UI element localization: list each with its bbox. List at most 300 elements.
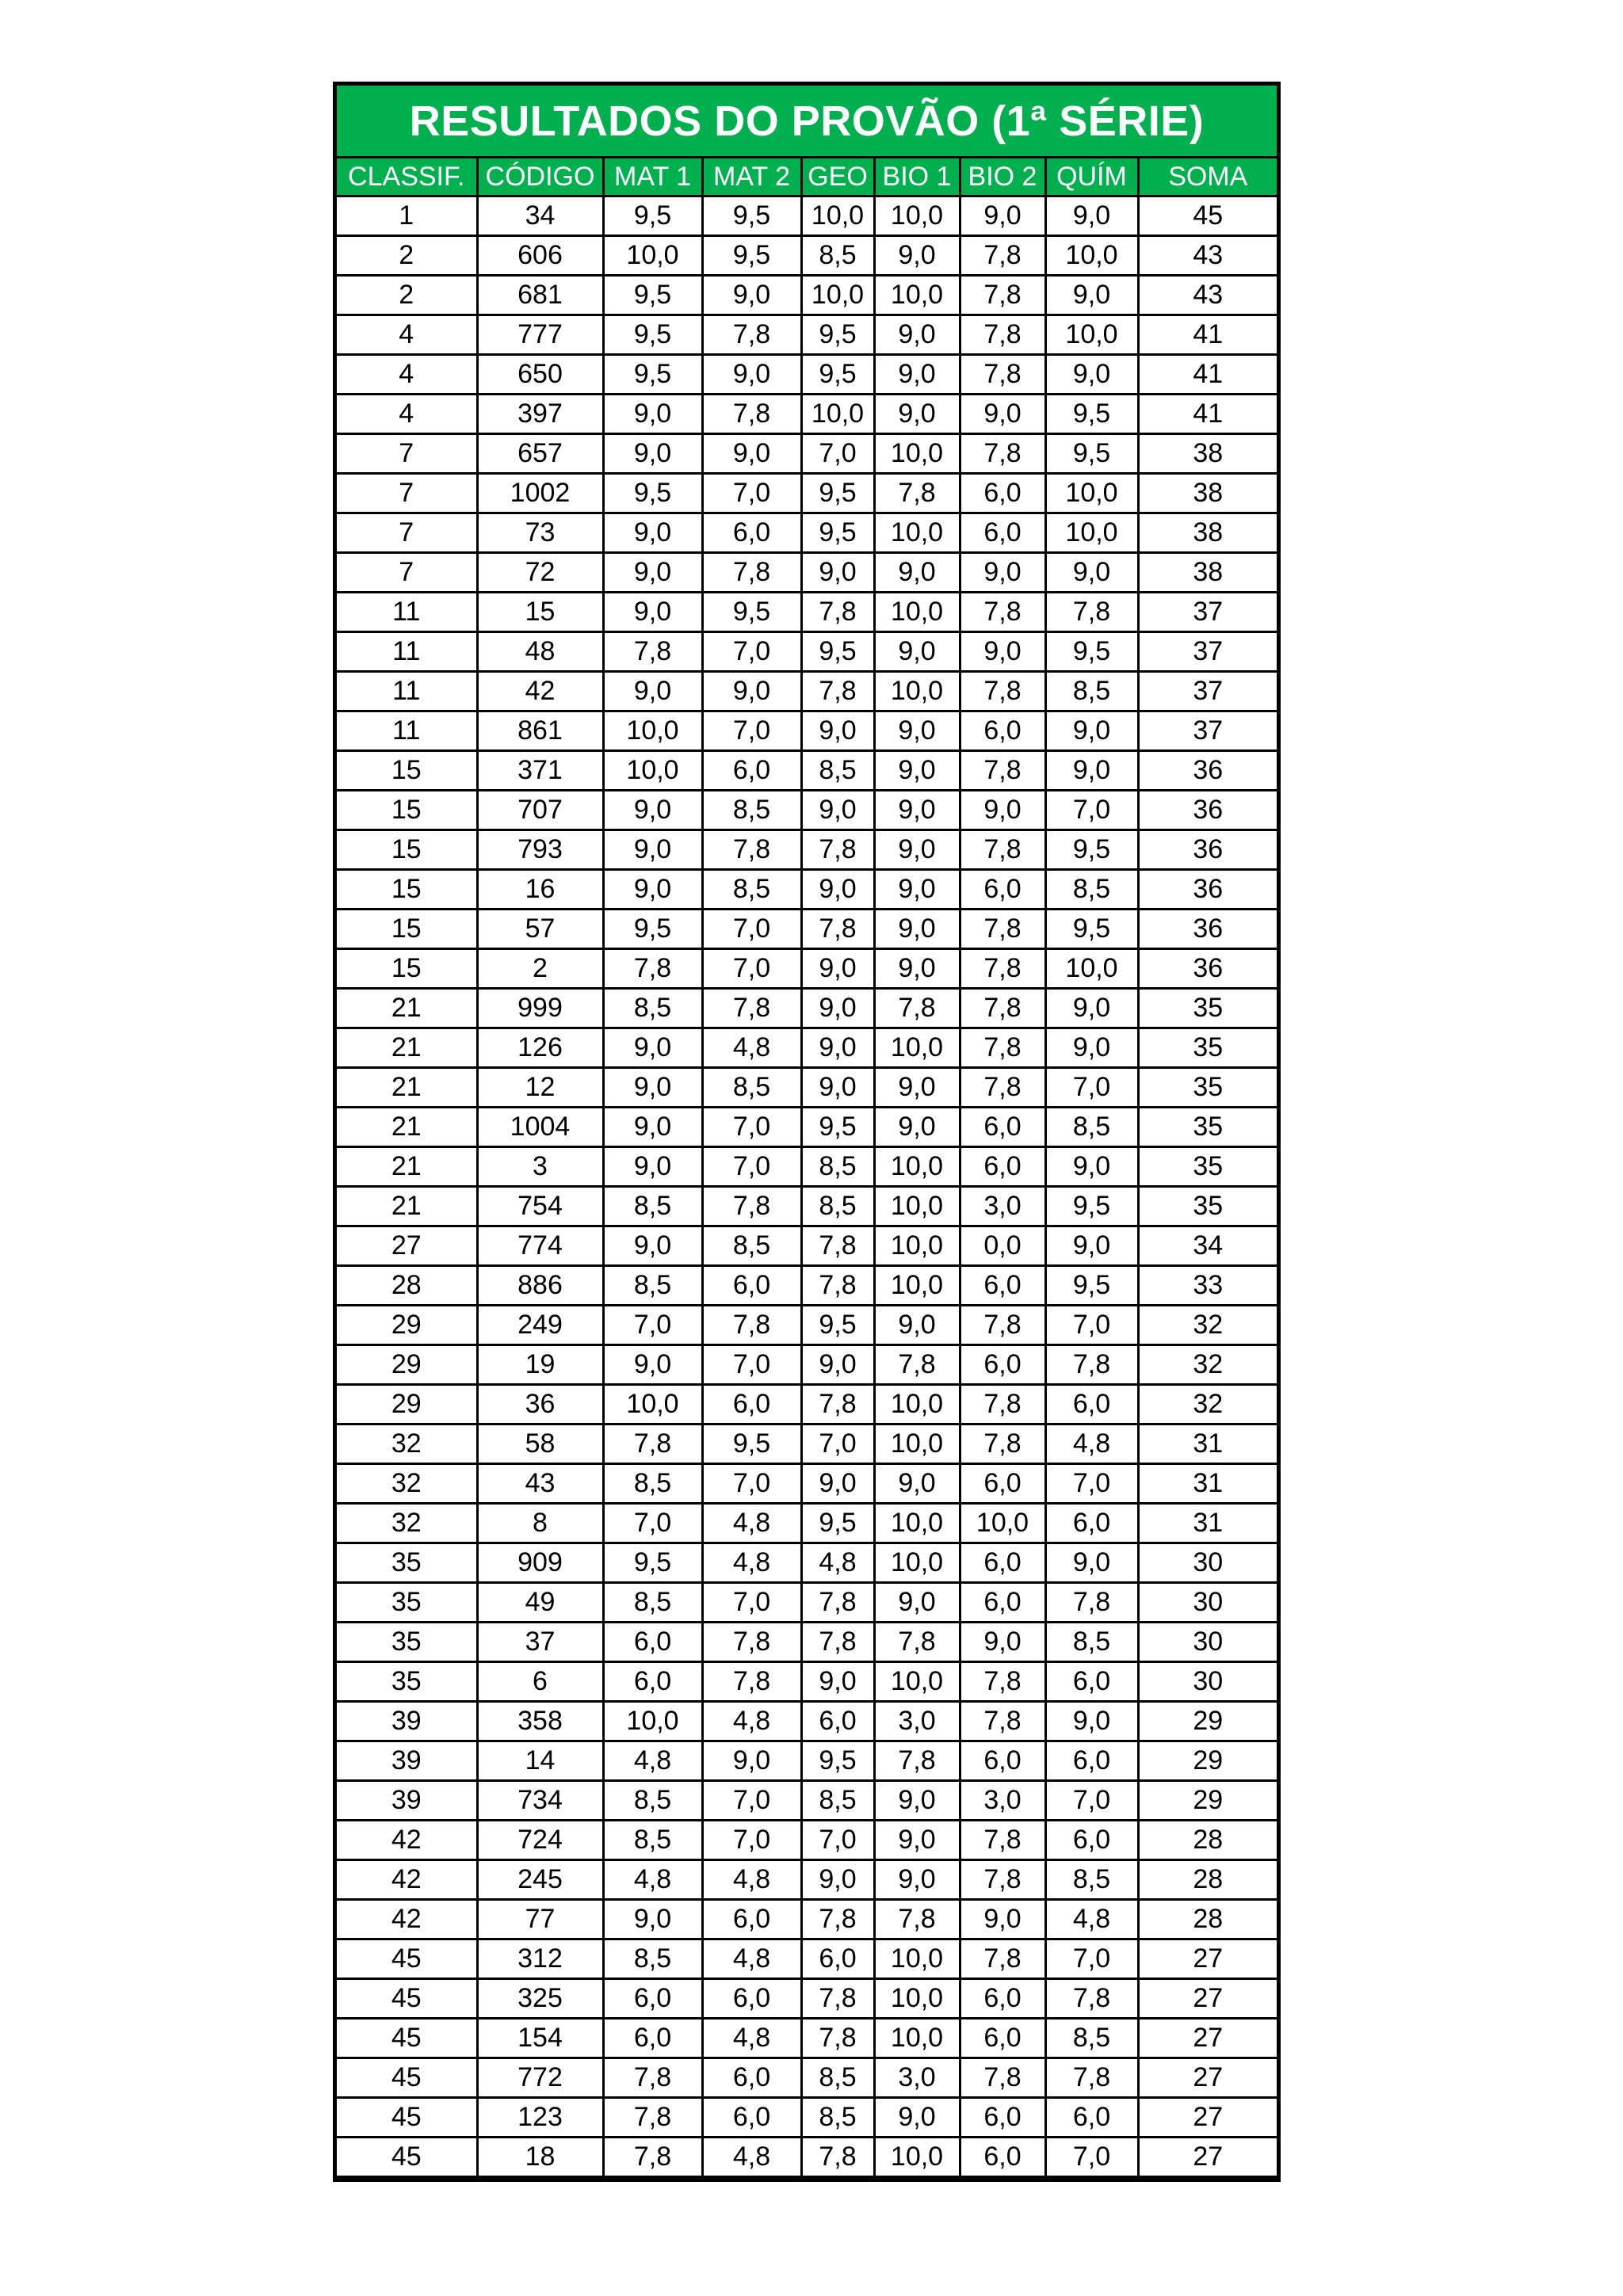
table-row: [337, 434, 1277, 474]
geo-cell: 7,0: [801, 1821, 874, 1860]
mat2-cell: 7,8: [702, 395, 801, 434]
codigo-cell: 325: [477, 1979, 603, 2019]
mat1-cell: 8,5: [603, 1781, 702, 1821]
bio1-cell: 9,0: [874, 1464, 960, 1504]
classif-cell: 21: [337, 1187, 477, 1226]
table-row: [337, 276, 1277, 315]
bio1-cell: 10,0: [874, 1147, 960, 1187]
table-row: [337, 1028, 1277, 1068]
bio1-cell: 10,0: [874, 593, 960, 632]
classif-cell: 21: [337, 1147, 477, 1187]
bio2-cell: 7,8: [960, 910, 1045, 949]
geo-cell: 7,0: [801, 1425, 874, 1464]
table-row: [337, 830, 1277, 870]
soma-cell: 41: [1138, 355, 1277, 395]
mat1-cell: 7,8: [603, 2058, 702, 2098]
classif-cell: 7: [337, 553, 477, 593]
quim-cell: 9,5: [1045, 1187, 1138, 1226]
quim-cell: 6,0: [1045, 1821, 1138, 1860]
soma-cell: 32: [1138, 1345, 1277, 1385]
bio1-cell: 9,0: [874, 830, 960, 870]
codigo-cell: 734: [477, 1781, 603, 1821]
bio1-cell: 10,0: [874, 1543, 960, 1583]
quim-cell: 6,0: [1045, 2098, 1138, 2138]
quim-cell: 9,0: [1045, 1702, 1138, 1741]
bio2-cell: 6,0: [960, 2098, 1045, 2138]
bio2-cell: 3,0: [960, 1187, 1045, 1226]
mat1-cell: 8,5: [603, 989, 702, 1028]
mat1-cell: 9,0: [603, 434, 702, 474]
codigo-cell: 909: [477, 1543, 603, 1583]
bio1-cell: 7,8: [874, 1345, 960, 1385]
mat1-cell: 7,8: [603, 632, 702, 672]
soma-cell: 32: [1138, 1306, 1277, 1345]
quim-cell: 9,0: [1045, 711, 1138, 751]
mat1-cell: 9,0: [603, 513, 702, 553]
mat1-cell: 8,5: [603, 1266, 702, 1306]
geo-cell: 7,8: [801, 2138, 874, 2177]
mat1-cell: 4,8: [603, 1860, 702, 1900]
soma-cell: 35: [1138, 1108, 1277, 1147]
mat1-cell: 9,0: [603, 791, 702, 830]
geo-cell: 10,0: [801, 276, 874, 315]
soma-cell: 37: [1138, 632, 1277, 672]
mat1-cell: 9,0: [603, 395, 702, 434]
soma-cell: 45: [1138, 196, 1277, 236]
bio1-cell: 10,0: [874, 1187, 960, 1226]
table-row: [337, 1781, 1277, 1821]
classif-cell: 28: [337, 1266, 477, 1306]
quim-cell: 8,5: [1045, 1860, 1138, 1900]
codigo-cell: 397: [477, 395, 603, 434]
mat2-cell: 6,0: [702, 1266, 801, 1306]
quim-cell: 7,0: [1045, 1939, 1138, 1979]
bio2-cell: 7,8: [960, 1068, 1045, 1108]
bio1-cell: 10,0: [874, 1266, 960, 1306]
bio1-cell: 9,0: [874, 355, 960, 395]
codigo-cell: 154: [477, 2019, 603, 2058]
codigo-cell: 861: [477, 711, 603, 751]
geo-cell: 9,0: [801, 1860, 874, 1900]
soma-cell: 38: [1138, 513, 1277, 553]
results-body: [337, 196, 1277, 2177]
bio1-cell: 9,0: [874, 632, 960, 672]
geo-cell: 9,5: [801, 632, 874, 672]
classif-cell: 45: [337, 1979, 477, 2019]
geo-cell: 7,8: [801, 830, 874, 870]
codigo-cell: 886: [477, 1266, 603, 1306]
bio1-cell: 9,0: [874, 1860, 960, 1900]
soma-cell: 36: [1138, 751, 1277, 791]
codigo-cell: 36: [477, 1385, 603, 1425]
classif-cell: 15: [337, 791, 477, 830]
table-row: [337, 1068, 1277, 1108]
sheet-title: RESULTADOS DO PROVÃO (1ª SÉRIE): [337, 86, 1277, 158]
codigo-cell: 650: [477, 355, 603, 395]
classif-cell: 4: [337, 395, 477, 434]
bio2-cell: 7,8: [960, 1702, 1045, 1741]
classif-cell: 11: [337, 632, 477, 672]
codigo-cell: 16: [477, 870, 603, 910]
codigo-cell: 245: [477, 1860, 603, 1900]
table-row: [337, 2019, 1277, 2058]
bio1-cell: 9,0: [874, 395, 960, 434]
bio1-cell: 9,0: [874, 1108, 960, 1147]
mat2-cell: 9,0: [702, 355, 801, 395]
mat2-cell: 9,0: [702, 276, 801, 315]
classif-cell: 1: [337, 196, 477, 236]
mat2-cell: 9,0: [702, 672, 801, 711]
mat1-cell: 9,5: [603, 196, 702, 236]
classif-cell: 42: [337, 1860, 477, 1900]
mat2-cell: 4,8: [702, 2138, 801, 2177]
results-sheet: [333, 82, 1281, 2182]
table-row: [337, 1464, 1277, 1504]
geo-cell: 7,8: [801, 2019, 874, 2058]
geo-cell: 9,5: [801, 474, 874, 513]
classif-cell: 4: [337, 315, 477, 355]
soma-cell: 43: [1138, 236, 1277, 276]
bio1-cell: 7,8: [874, 1623, 960, 1662]
table-row: [337, 1425, 1277, 1464]
mat2-cell: 7,0: [702, 711, 801, 751]
table-row: [337, 2098, 1277, 2138]
classif-cell: 11: [337, 672, 477, 711]
geo-cell: 9,0: [801, 1345, 874, 1385]
bio2-cell: 6,0: [960, 1345, 1045, 1385]
mat1-cell: 9,0: [603, 672, 702, 711]
bio2-cell: 6,0: [960, 513, 1045, 553]
geo-cell: 8,5: [801, 751, 874, 791]
bio2-cell: 6,0: [960, 1464, 1045, 1504]
geo-cell: 10,0: [801, 395, 874, 434]
bio2-cell: 6,0: [960, 474, 1045, 513]
column-header-quim: QUÍM: [1045, 158, 1138, 196]
soma-cell: 38: [1138, 474, 1277, 513]
codigo-cell: 42: [477, 672, 603, 711]
quim-cell: 10,0: [1045, 949, 1138, 989]
codigo-cell: 707: [477, 791, 603, 830]
classif-cell: 21: [337, 1028, 477, 1068]
classif-cell: 2: [337, 236, 477, 276]
codigo-cell: 8: [477, 1504, 603, 1543]
codigo-cell: 43: [477, 1464, 603, 1504]
mat1-cell: 9,0: [603, 1068, 702, 1108]
codigo-cell: 37: [477, 1623, 603, 1662]
quim-cell: 7,0: [1045, 1068, 1138, 1108]
bio2-cell: 7,8: [960, 2058, 1045, 2098]
bio2-cell: 7,8: [960, 276, 1045, 315]
quim-cell: 7,0: [1045, 1464, 1138, 1504]
bio2-cell: 9,0: [960, 1623, 1045, 1662]
codigo-cell: 1002: [477, 474, 603, 513]
geo-cell: 8,5: [801, 1781, 874, 1821]
bio2-cell: 7,8: [960, 830, 1045, 870]
codigo-cell: 126: [477, 1028, 603, 1068]
mat1-cell: 9,5: [603, 1543, 702, 1583]
soma-cell: 36: [1138, 791, 1277, 830]
codigo-cell: 777: [477, 315, 603, 355]
quim-cell: 8,5: [1045, 1108, 1138, 1147]
codigo-cell: 14: [477, 1741, 603, 1781]
quim-cell: 9,0: [1045, 989, 1138, 1028]
bio2-cell: 7,8: [960, 989, 1045, 1028]
classif-cell: 15: [337, 751, 477, 791]
bio2-cell: 7,8: [960, 434, 1045, 474]
table-row: [337, 1583, 1277, 1623]
classif-cell: 7: [337, 434, 477, 474]
table-row: [337, 315, 1277, 355]
mat1-cell: 9,5: [603, 910, 702, 949]
quim-cell: 9,5: [1045, 434, 1138, 474]
soma-cell: 30: [1138, 1583, 1277, 1623]
codigo-cell: 371: [477, 751, 603, 791]
geo-cell: 9,0: [801, 1028, 874, 1068]
table-row: [337, 1900, 1277, 1939]
column-header-classif: CLASSIF.: [337, 158, 477, 196]
quim-cell: 9,0: [1045, 1028, 1138, 1068]
codigo-cell: 724: [477, 1821, 603, 1860]
column-header-bio1: BIO 1: [874, 158, 960, 196]
table-row: [337, 1860, 1277, 1900]
quim-cell: 7,0: [1045, 1781, 1138, 1821]
mat2-cell: 9,5: [702, 593, 801, 632]
geo-cell: 9,5: [801, 513, 874, 553]
column-header-bio2: BIO 2: [960, 158, 1045, 196]
quim-cell: 10,0: [1045, 474, 1138, 513]
mat1-cell: 6,0: [603, 1662, 702, 1702]
bio2-cell: 7,8: [960, 315, 1045, 355]
bio1-cell: 10,0: [874, 196, 960, 236]
codigo-cell: 793: [477, 830, 603, 870]
soma-cell: 29: [1138, 1781, 1277, 1821]
mat1-cell: 10,0: [603, 1702, 702, 1741]
table-row: [337, 672, 1277, 711]
bio2-cell: 9,0: [960, 553, 1045, 593]
table-row: [337, 1979, 1277, 2019]
codigo-cell: 19: [477, 1345, 603, 1385]
codigo-cell: 48: [477, 632, 603, 672]
quim-cell: 9,5: [1045, 395, 1138, 434]
bio2-cell: 6,0: [960, 1543, 1045, 1583]
mat1-cell: 9,0: [603, 1900, 702, 1939]
bio2-cell: 7,8: [960, 1385, 1045, 1425]
classif-cell: 42: [337, 1900, 477, 1939]
header-row: [337, 158, 1277, 196]
geo-cell: 4,8: [801, 1543, 874, 1583]
soma-cell: 35: [1138, 1187, 1277, 1226]
geo-cell: 8,5: [801, 2058, 874, 2098]
quim-cell: 10,0: [1045, 315, 1138, 355]
table-row: [337, 791, 1277, 830]
soma-cell: 36: [1138, 910, 1277, 949]
bio1-cell: 10,0: [874, 1425, 960, 1464]
mat1-cell: 7,8: [603, 949, 702, 989]
geo-cell: 7,8: [801, 1979, 874, 2019]
geo-cell: 9,5: [801, 355, 874, 395]
geo-cell: 9,5: [801, 1741, 874, 1781]
bio1-cell: 9,0: [874, 949, 960, 989]
table-row: [337, 1741, 1277, 1781]
geo-cell: 9,0: [801, 711, 874, 751]
soma-cell: 27: [1138, 2058, 1277, 2098]
quim-cell: 9,0: [1045, 553, 1138, 593]
geo-cell: 6,0: [801, 1939, 874, 1979]
mat2-cell: 6,0: [702, 751, 801, 791]
table-row: [337, 1702, 1277, 1741]
geo-cell: 9,0: [801, 989, 874, 1028]
bio2-cell: 6,0: [960, 1147, 1045, 1187]
bio1-cell: 10,0: [874, 1504, 960, 1543]
geo-cell: 9,0: [801, 1068, 874, 1108]
mat2-cell: 7,8: [702, 1306, 801, 1345]
codigo-cell: 657: [477, 434, 603, 474]
mat2-cell: 6,0: [702, 2058, 801, 2098]
bio1-cell: 9,0: [874, 236, 960, 276]
geo-cell: 7,8: [801, 1385, 874, 1425]
mat2-cell: 4,8: [702, 1504, 801, 1543]
mat2-cell: 7,0: [702, 1583, 801, 1623]
soma-cell: 32: [1138, 1385, 1277, 1425]
mat1-cell: 8,5: [603, 1821, 702, 1860]
bio2-cell: 10,0: [960, 1504, 1045, 1543]
mat1-cell: 9,0: [603, 830, 702, 870]
geo-cell: 8,5: [801, 1187, 874, 1226]
mat1-cell: 10,0: [603, 751, 702, 791]
mat2-cell: 6,0: [702, 1900, 801, 1939]
classif-cell: 39: [337, 1702, 477, 1741]
classif-cell: 29: [337, 1385, 477, 1425]
bio1-cell: 7,8: [874, 1900, 960, 1939]
quim-cell: 9,5: [1045, 910, 1138, 949]
geo-cell: 9,0: [801, 1662, 874, 1702]
column-header-geo: GEO: [801, 158, 874, 196]
codigo-cell: 12: [477, 1068, 603, 1108]
quim-cell: 8,5: [1045, 672, 1138, 711]
column-header-mat2: MAT 2: [702, 158, 801, 196]
codigo-cell: 358: [477, 1702, 603, 1741]
soma-cell: 35: [1138, 989, 1277, 1028]
mat2-cell: 7,0: [702, 1821, 801, 1860]
mat1-cell: 9,0: [603, 1108, 702, 1147]
quim-cell: 6,0: [1045, 1741, 1138, 1781]
quim-cell: 9,5: [1045, 830, 1138, 870]
column-header-mat1: MAT 1: [603, 158, 702, 196]
table-row: [337, 751, 1277, 791]
column-header-soma: SOMA: [1138, 158, 1277, 196]
soma-cell: 27: [1138, 2138, 1277, 2177]
soma-cell: 35: [1138, 1068, 1277, 1108]
mat2-cell: 8,5: [702, 870, 801, 910]
quim-cell: 7,0: [1045, 2138, 1138, 2177]
geo-cell: 7,8: [801, 593, 874, 632]
quim-cell: 9,0: [1045, 751, 1138, 791]
quim-cell: 9,0: [1045, 1543, 1138, 1583]
bio1-cell: 10,0: [874, 1226, 960, 1266]
classif-cell: 45: [337, 1939, 477, 1979]
soma-cell: 41: [1138, 315, 1277, 355]
soma-cell: 28: [1138, 1860, 1277, 1900]
soma-cell: 30: [1138, 1543, 1277, 1583]
table-row: [337, 632, 1277, 672]
bio1-cell: 7,8: [874, 989, 960, 1028]
geo-cell: 9,0: [801, 791, 874, 830]
table-row: [337, 355, 1277, 395]
codigo-cell: 57: [477, 910, 603, 949]
soma-cell: 33: [1138, 1266, 1277, 1306]
classif-cell: 21: [337, 1068, 477, 1108]
soma-cell: 35: [1138, 1147, 1277, 1187]
quim-cell: 9,0: [1045, 276, 1138, 315]
codigo-cell: 3: [477, 1147, 603, 1187]
soma-cell: 31: [1138, 1425, 1277, 1464]
mat2-cell: 8,5: [702, 1226, 801, 1266]
classif-cell: 11: [337, 593, 477, 632]
bio2-cell: 6,0: [960, 1979, 1045, 2019]
classif-cell: 15: [337, 910, 477, 949]
mat2-cell: 7,0: [702, 910, 801, 949]
codigo-cell: 58: [477, 1425, 603, 1464]
column-header-codigo: CÓDIGO: [477, 158, 603, 196]
table-row: [337, 1226, 1277, 1266]
quim-cell: 10,0: [1045, 513, 1138, 553]
mat1-cell: 10,0: [603, 711, 702, 751]
bio2-cell: 6,0: [960, 2019, 1045, 2058]
mat2-cell: 4,8: [702, 1028, 801, 1068]
geo-cell: 9,5: [801, 1504, 874, 1543]
soma-cell: 31: [1138, 1464, 1277, 1504]
mat2-cell: 7,8: [702, 553, 801, 593]
bio1-cell: 9,0: [874, 1583, 960, 1623]
table-row: [337, 949, 1277, 989]
bio1-cell: 3,0: [874, 1702, 960, 1741]
bio1-cell: 10,0: [874, 276, 960, 315]
soma-cell: 38: [1138, 434, 1277, 474]
quim-cell: 9,0: [1045, 1226, 1138, 1266]
codigo-cell: 606: [477, 236, 603, 276]
classif-cell: 27: [337, 1226, 477, 1266]
soma-cell: 34: [1138, 1226, 1277, 1266]
bio2-cell: 6,0: [960, 870, 1045, 910]
classif-cell: 11: [337, 711, 477, 751]
codigo-cell: 312: [477, 1939, 603, 1979]
quim-cell: 7,8: [1045, 1979, 1138, 2019]
bio2-cell: 7,8: [960, 1306, 1045, 1345]
bio2-cell: 7,8: [960, 1662, 1045, 1702]
table-row: [337, 1504, 1277, 1543]
mat2-cell: 7,0: [702, 1147, 801, 1187]
geo-cell: 8,5: [801, 236, 874, 276]
table-row: [337, 1147, 1277, 1187]
mat1-cell: 9,0: [603, 1345, 702, 1385]
quim-cell: 9,0: [1045, 196, 1138, 236]
codigo-cell: 77: [477, 1900, 603, 1939]
bio2-cell: 0,0: [960, 1226, 1045, 1266]
bio1-cell: 9,0: [874, 1068, 960, 1108]
geo-cell: 9,5: [801, 1108, 874, 1147]
bio1-cell: 10,0: [874, 513, 960, 553]
classif-cell: 32: [337, 1464, 477, 1504]
geo-cell: 9,0: [801, 1464, 874, 1504]
classif-cell: 35: [337, 1543, 477, 1583]
geo-cell: 9,5: [801, 1306, 874, 1345]
results-table: [337, 158, 1277, 2178]
table-row: [337, 1662, 1277, 1702]
mat1-cell: 7,8: [603, 2098, 702, 2138]
bio2-cell: 7,8: [960, 1939, 1045, 1979]
mat2-cell: 8,5: [702, 1068, 801, 1108]
classif-cell: 21: [337, 1108, 477, 1147]
